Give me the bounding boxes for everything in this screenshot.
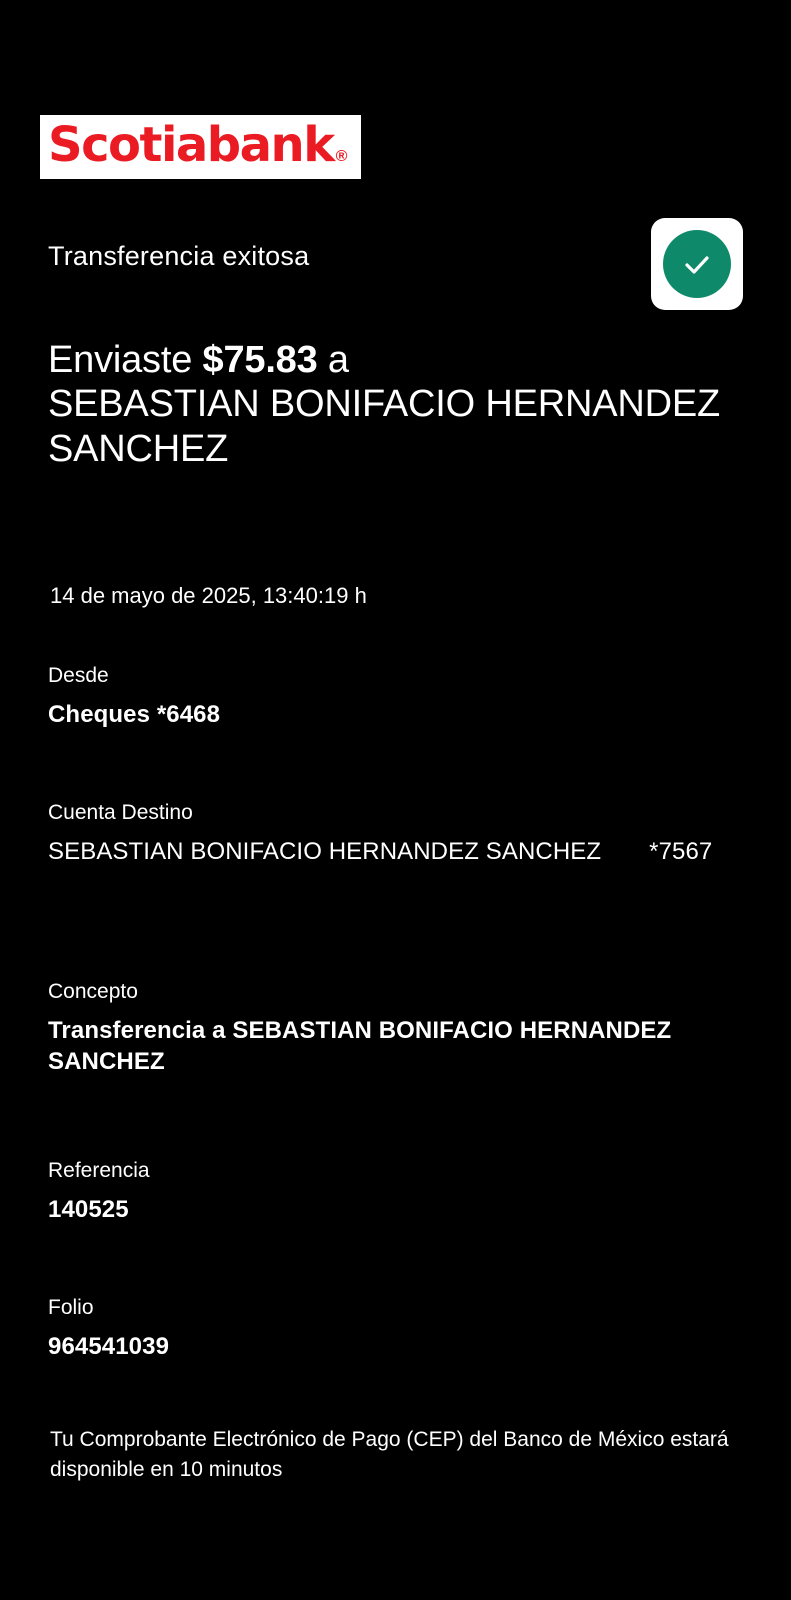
destination-account-name: SEBASTIAN BONIFACIO HERNANDEZ SANCHEZ xyxy=(48,838,602,866)
detail-value-cuenta-destino xyxy=(48,836,738,867)
transfer-amount: $75.83 xyxy=(202,339,318,381)
cep-footnote: Tu Comprobante Electrónico de Pago (CEP) del Banco de México estará disponible en 10 minutos xyxy=(50,1428,729,1481)
detail-folio xyxy=(48,1295,738,1362)
detail-label-folio: Folio xyxy=(48,1296,94,1319)
detail-label-desde: Desde xyxy=(48,664,109,687)
destination-account-number: *7567 xyxy=(649,838,713,866)
transaction-datetime: 14 de mayo de 2025, 13:40:19 h xyxy=(50,583,367,608)
detail-referencia xyxy=(48,1158,738,1225)
brand-name: Scotiabank xyxy=(48,117,334,173)
detail-cuenta-destino xyxy=(48,800,738,867)
detail-value-referencia: 140525 xyxy=(48,1196,129,1224)
scotiabank-logo xyxy=(40,115,361,179)
headline-prefix: Enviaste xyxy=(48,339,203,381)
detail-label-referencia: Referencia xyxy=(48,1159,150,1182)
detail-value-concepto: Transferencia a SEBASTIAN BONIFACIO HERNANDEZ SANCHEZ xyxy=(48,1017,672,1076)
transfer-summary xyxy=(48,338,728,471)
detail-value-desde: Cheques *6468 xyxy=(48,701,221,729)
status-title: Transferencia exitosa xyxy=(48,241,310,271)
detail-label-cuenta-destino: Cuenta Destino xyxy=(48,801,193,824)
detail-value-folio: 964541039 xyxy=(48,1333,170,1361)
detail-desde xyxy=(48,663,738,730)
registered-trademark-icon: ® xyxy=(335,148,348,165)
headline-connector: a xyxy=(317,339,349,381)
status-row xyxy=(48,240,751,288)
check-icon xyxy=(663,230,731,298)
success-badge xyxy=(651,218,743,310)
recipient-name: SEBASTIAN BONIFACIO HERNANDEZ SANCHEZ xyxy=(48,383,720,470)
detail-label-concepto: Concepto xyxy=(48,980,138,1003)
detail-concepto xyxy=(48,979,738,1078)
